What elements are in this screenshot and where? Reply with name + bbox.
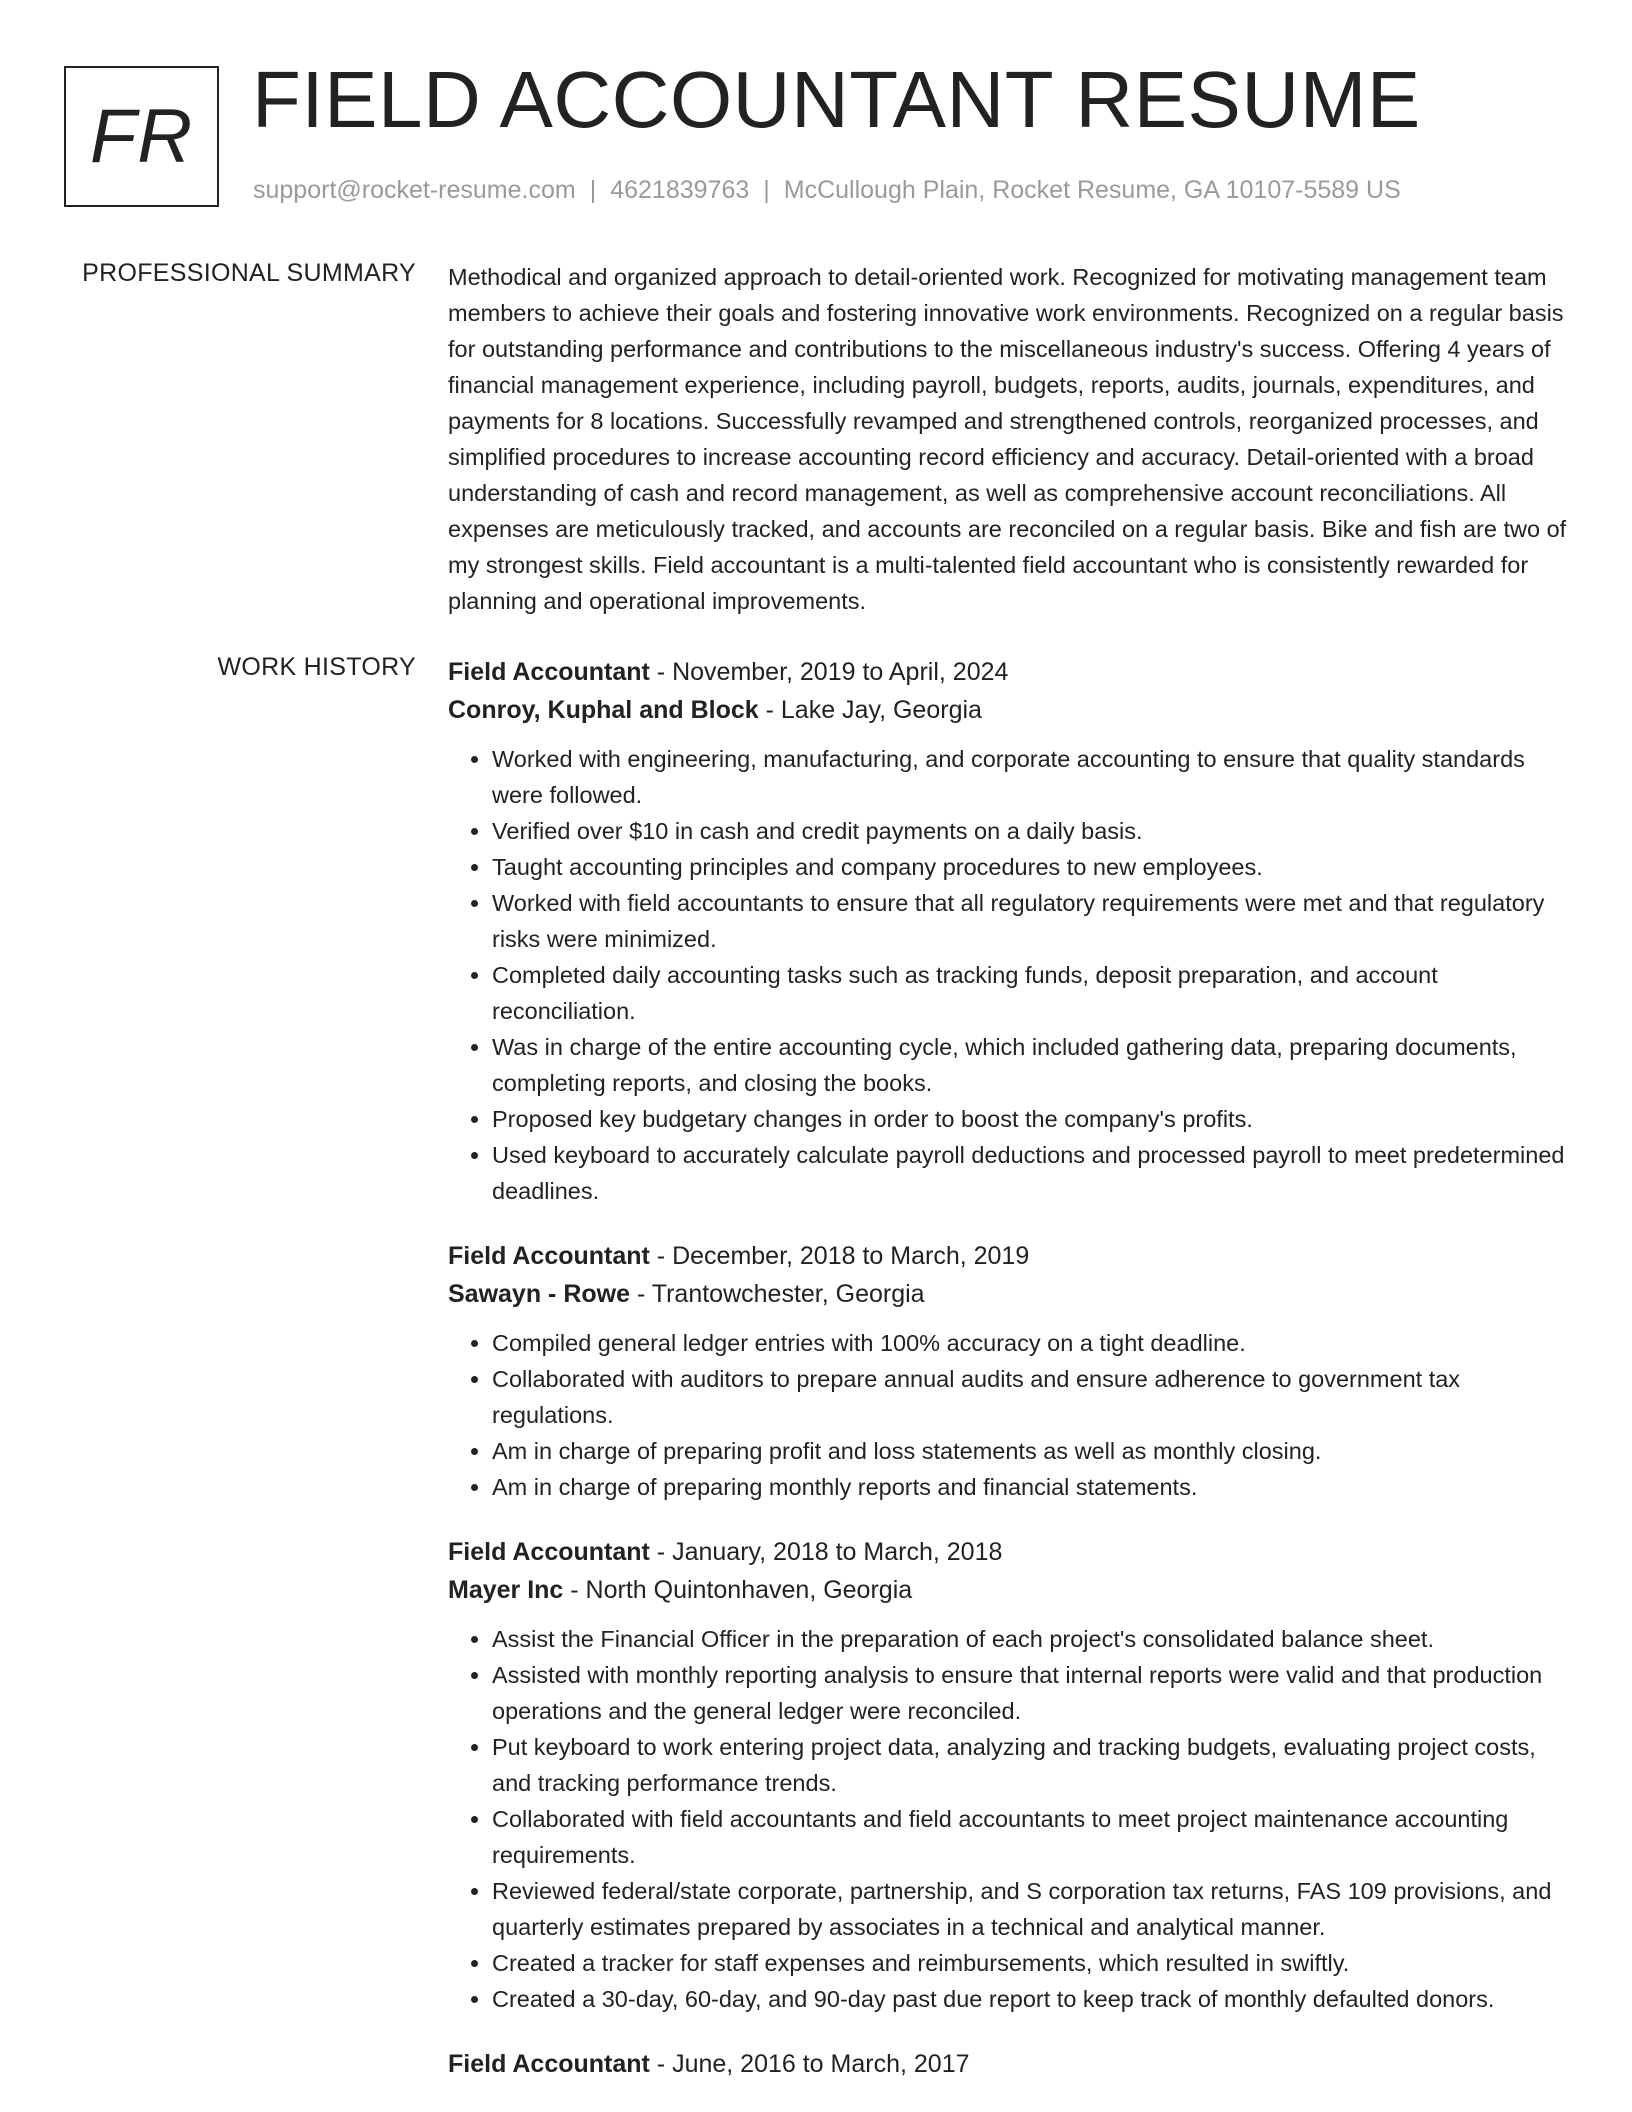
duty-list — [448, 1325, 1568, 1505]
job-location: - Lake Jay, Georgia — [758, 696, 982, 724]
job-entry — [448, 2045, 1568, 2083]
job-company: Sawayn - Rowe — [448, 1280, 630, 1308]
job-company: Mayer Inc — [448, 1576, 564, 1604]
contact-separator: | — [763, 176, 770, 204]
duty-item: • Compiled general ledger entries with 100% accuracy on a tight deadline. — [492, 1325, 1568, 1361]
duty-item: • Taught accounting principles and company procedures to new employees. — [492, 849, 1568, 885]
contact-separator: | — [589, 176, 597, 204]
contact-address: McCullough Plain, Rocket Resume, GA 10107-5589 US — [783, 176, 1401, 204]
job-title-line — [448, 1533, 1568, 1571]
duty-list — [448, 741, 1568, 1209]
duty-item: • Assisted with monthly reporting analysis to ensure that internal reports were valid and that production operations and the general ledger were reconciled. — [492, 1657, 1568, 1729]
duty-item: • Am in charge of preparing profit and loss statements as well as monthly closing. — [492, 1433, 1568, 1469]
duty-item: • Created a 30-day, 60-day, and 90-day past due report to keep track of monthly defaulted donors. — [492, 1981, 1568, 2017]
job-title: Field Accountant — [448, 1538, 650, 1566]
duty-item: • Used keyboard to accurately calculate payroll deductions and processed payroll to meet predetermined deadlines. — [492, 1137, 1568, 1209]
job-dates: - June, 2016 to March, 2017 — [649, 2050, 970, 2078]
job-title-line — [448, 653, 1568, 691]
duty-item: • Was in charge of the entire accounting cycle, which included gathering data, preparing documents, completing reports, and closing the books. — [492, 1029, 1568, 1101]
job-title-line — [448, 2045, 1568, 2083]
duty-item: • Completed daily accounting tasks such as tracking funds, deposit preparation, and account reconciliation. — [492, 957, 1568, 1029]
duty-list — [448, 1621, 1568, 2017]
contact-line — [253, 176, 1401, 205]
duty-item: • Assist the Financial Officer in the preparation of each project's consolidated balance sheet. — [492, 1621, 1568, 1657]
duty-item: • Collaborated with auditors to prepare annual audits and ensure adherence to government tax regulations. — [492, 1361, 1568, 1433]
duty-item: • Collaborated with field accountants and field accountants to meet project maintenance accounting requirements. — [492, 1801, 1568, 1873]
work-history-body — [448, 653, 1568, 2111]
duty-item: • Worked with field accountants to ensure that all regulatory requirements were met and that regulatory risks were minimized. — [492, 885, 1568, 957]
work-history-heading: WORK HISTORY — [217, 653, 416, 681]
job-entry — [448, 653, 1568, 1209]
duty-item: • Proposed key budgetary changes in order to boost the company's profits. — [492, 1101, 1568, 1137]
duty-item: • Am in charge of preparing monthly reports and financial statements. — [492, 1469, 1568, 1505]
job-title-line — [448, 1237, 1568, 1275]
job-dates: - December, 2018 to March, 2019 — [649, 1242, 1030, 1270]
duty-item: • Verified over $10 in cash and credit payments on a daily basis. — [492, 813, 1568, 849]
job-title: Field Accountant — [448, 658, 650, 686]
job-location: - Trantowchester, Georgia — [630, 1280, 925, 1308]
monogram-logo: FR — [64, 66, 219, 207]
contact-email[interactable]: support@rocket-resume.com — [253, 176, 576, 204]
duty-item: • Created a tracker for staff expenses and reimbursements, which resulted in swiftly. — [492, 1945, 1568, 1981]
duty-item: • Reviewed federal/state corporate, partnership, and S corporation tax returns, FAS 109 provisions, and quarterly estimates prepared by associates in a technical and analytical manner. — [492, 1873, 1568, 1945]
duty-item: • Put keyboard to work entering project data, analyzing and tracking budgets, evaluating project costs, and tracking performance trends. — [492, 1729, 1568, 1801]
job-location: - North Quintonhaven, Georgia — [563, 1576, 913, 1604]
job-company: Conroy, Kuphal and Block — [448, 696, 759, 724]
duty-item: • Worked with engineering, manufacturing, and corporate accounting to ensure that quality standards were followed. — [492, 741, 1568, 813]
job-company-line — [448, 1275, 1568, 1313]
contact-phone[interactable]: 4621839763 — [610, 176, 750, 204]
summary-heading: PROFESSIONAL SUMMARY — [82, 259, 416, 287]
job-entry — [448, 1237, 1568, 1505]
job-title: Field Accountant — [448, 1242, 650, 1270]
job-title: Field Accountant — [448, 2050, 650, 2078]
job-company-line — [448, 691, 1568, 729]
job-dates: - November, 2019 to April, 2024 — [649, 658, 1009, 686]
job-entry — [448, 1533, 1568, 2017]
job-company-line — [448, 1571, 1568, 1609]
job-dates: - January, 2018 to March, 2018 — [649, 1538, 1003, 1566]
summary-text: Methodical and organized approach to detail-oriented work. Recognized for motivating management team members to achieve their goals and fostering innovative work environments. Recognized on a regular basis for outstanding performance and contributions to the miscellaneous industry's success. Offering 4 years of financial management experience, including payroll, budgets, reports, audits, journals, expenditures, and payments for 8 locations. Successfully revamped and strengthened controls, reorganized processes, and simplified procedures to increase accounting record efficiency and accuracy. Detail-oriented with a broad understanding of cash and record management, as well as comprehensive account reconciliations. All expenses are meticulously tracked, and accounts are reconciled on a regular basis. Bike and fish are two of my strongest skills. Field accountant is a multi-talented field accountant who is consistently rewarded for planning and operational improvements. — [448, 264, 1567, 614]
resume-title: FIELD ACCOUNTANT RESUME — [252, 55, 1421, 144]
